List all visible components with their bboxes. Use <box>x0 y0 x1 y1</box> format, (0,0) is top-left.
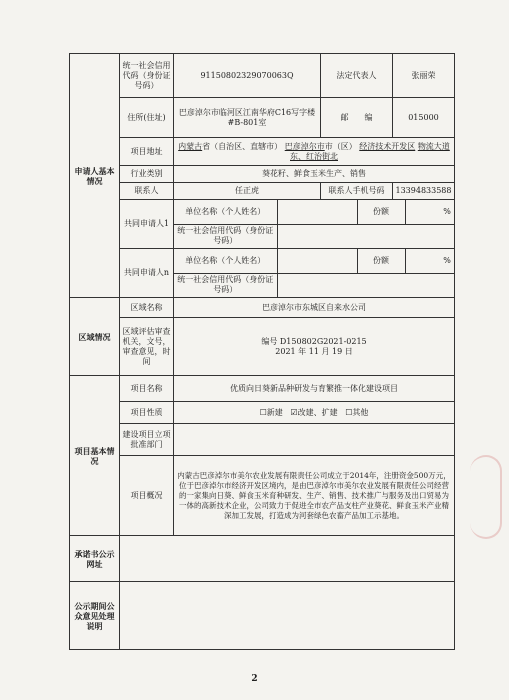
nature-other-checkbox[interactable]: ☐ <box>345 407 353 417</box>
nature-expand-checkbox[interactable]: ☑ <box>290 407 298 417</box>
co1-share-label: 份额 <box>357 200 405 224</box>
applicant-section-label: 申请人基本情况 <box>70 54 120 298</box>
page-number: 2 <box>251 674 258 684</box>
credit-code-label: 统一社会信用代码（身份证号码） <box>120 54 174 98</box>
legal-rep-value: 张丽荣 <box>393 54 455 98</box>
region-name-value: 巴彦淖尔市东城区自来水公司 <box>174 298 455 318</box>
commitment-label: 承诺书公示网址 <box>70 536 120 582</box>
review-value <box>174 318 455 376</box>
nature-other-label: 其他 <box>352 407 369 417</box>
project-location-value <box>174 138 455 166</box>
co-applicant-1-table <box>174 200 454 248</box>
loc-province: 内蒙古 <box>178 141 203 151</box>
con-credit-code-value <box>277 273 454 297</box>
industry-value: 葵花籽、鲜食玉米生产、销售 <box>174 166 455 183</box>
stamp-mark <box>470 455 502 539</box>
application-form-table <box>69 53 455 650</box>
contact-value: 任正虎 <box>174 183 321 200</box>
address-value: 巴彦淖尔市临河区江南华府C16写字楼#B-801室 <box>174 98 321 138</box>
industry-label: 行业类别 <box>120 166 174 183</box>
contact-label: 联系人 <box>120 183 174 200</box>
commitment-value <box>120 536 455 582</box>
con-percent: % <box>440 249 454 273</box>
approval-dept-value <box>174 424 455 456</box>
project-nature-options <box>174 402 455 424</box>
co1-unit-name-label: 单位名称（个人姓名） <box>174 200 277 224</box>
project-overview-label: 项目概况 <box>120 456 174 536</box>
project-section-label: 项目基本情况 <box>70 376 120 536</box>
loc-city-suffix: 市（区） <box>324 141 357 151</box>
co1-unit-name-value <box>277 200 357 224</box>
con-share-label: 份额 <box>357 249 405 273</box>
review-label: 区域评估审查机关，文号，审查意见，时间 <box>120 318 174 376</box>
postcode-value: 015000 <box>393 98 455 138</box>
loc-province-suffix: 省（自治区、直辖市） <box>202 141 283 151</box>
co1-percent: % <box>440 200 454 224</box>
project-overview-value: 内蒙古巴彦淖尔市美尔农业发展有限责任公司成立于2014年，注册资金500万元，位于巴彦淖尔市经济开发区境内，是由巴彦淖尔市美尔农业发展有限责任公司经营的一家集向日葵、鲜食玉米育种研发、生产、销售、技术推广与服务及出口贸易为一体的高新技术企业，公司致力于促进全市农产品支柱产业葵花、鲜食玉米产业精深加工发展，打造成为河套绿色农畜产品加工示基地。 <box>174 456 455 536</box>
legal-rep-label: 法定代表人 <box>321 54 393 98</box>
review-date: 2021 年 11 月 19 日 <box>275 346 353 356</box>
region-section-label: 区域情况 <box>70 298 120 376</box>
co-applicant-n-table <box>174 249 454 297</box>
postcode-label: 邮 编 <box>321 98 393 138</box>
co1-credit-code-label: 统一社会信用代码（身份证号码） <box>174 224 277 248</box>
con-unit-name-label: 单位名称（个人姓名） <box>174 249 277 273</box>
contact-phone-label: 联系人手机号码 <box>321 183 393 200</box>
objection-value <box>120 582 455 650</box>
nature-new-label: 新建 <box>266 407 283 417</box>
project-name-label: 项目名称 <box>120 376 174 402</box>
contact-phone-value: 13394833588 <box>393 183 455 200</box>
con-credit-code-label: 统一社会信用代码（身份证号码） <box>174 273 277 297</box>
co-applicant-1-block <box>174 200 455 249</box>
objection-label: 公示期间公众意见处理说明 <box>70 582 120 650</box>
co-applicant-n-block <box>174 249 455 298</box>
co1-credit-code-value <box>277 224 454 248</box>
project-name-value: 优质向日葵新品种研发与育繁推一体化建设项目 <box>174 376 455 402</box>
co-applicant-1-label: 共同申请人1 <box>120 200 174 249</box>
project-nature-label: 项目性质 <box>120 402 174 424</box>
con-share-value <box>405 249 440 273</box>
region-name-label: 区域名称 <box>120 298 174 318</box>
project-location-label: 项目地址 <box>120 138 174 166</box>
approval-dept-label: 建设项目立项批准部门 <box>120 424 174 456</box>
nature-new-checkbox[interactable]: ☐ <box>259 407 267 417</box>
con-unit-name-value <box>277 249 357 273</box>
nature-expand-label: 改建、扩建 <box>297 407 338 417</box>
loc-city: 巴彦淖尔市 <box>284 141 325 151</box>
co-applicant-n-label: 共同申请人n <box>120 249 174 298</box>
loc-road: 物流大道东、红治街北 <box>290 141 450 161</box>
co1-share-value <box>405 200 440 224</box>
credit-code-value: 91150802329070063Q <box>174 54 321 98</box>
loc-zone: 经济技术开发区 <box>359 141 416 151</box>
address-label: 住所(住址) <box>120 98 174 138</box>
review-number: 编号 D150802G2021-0215 <box>261 336 367 346</box>
